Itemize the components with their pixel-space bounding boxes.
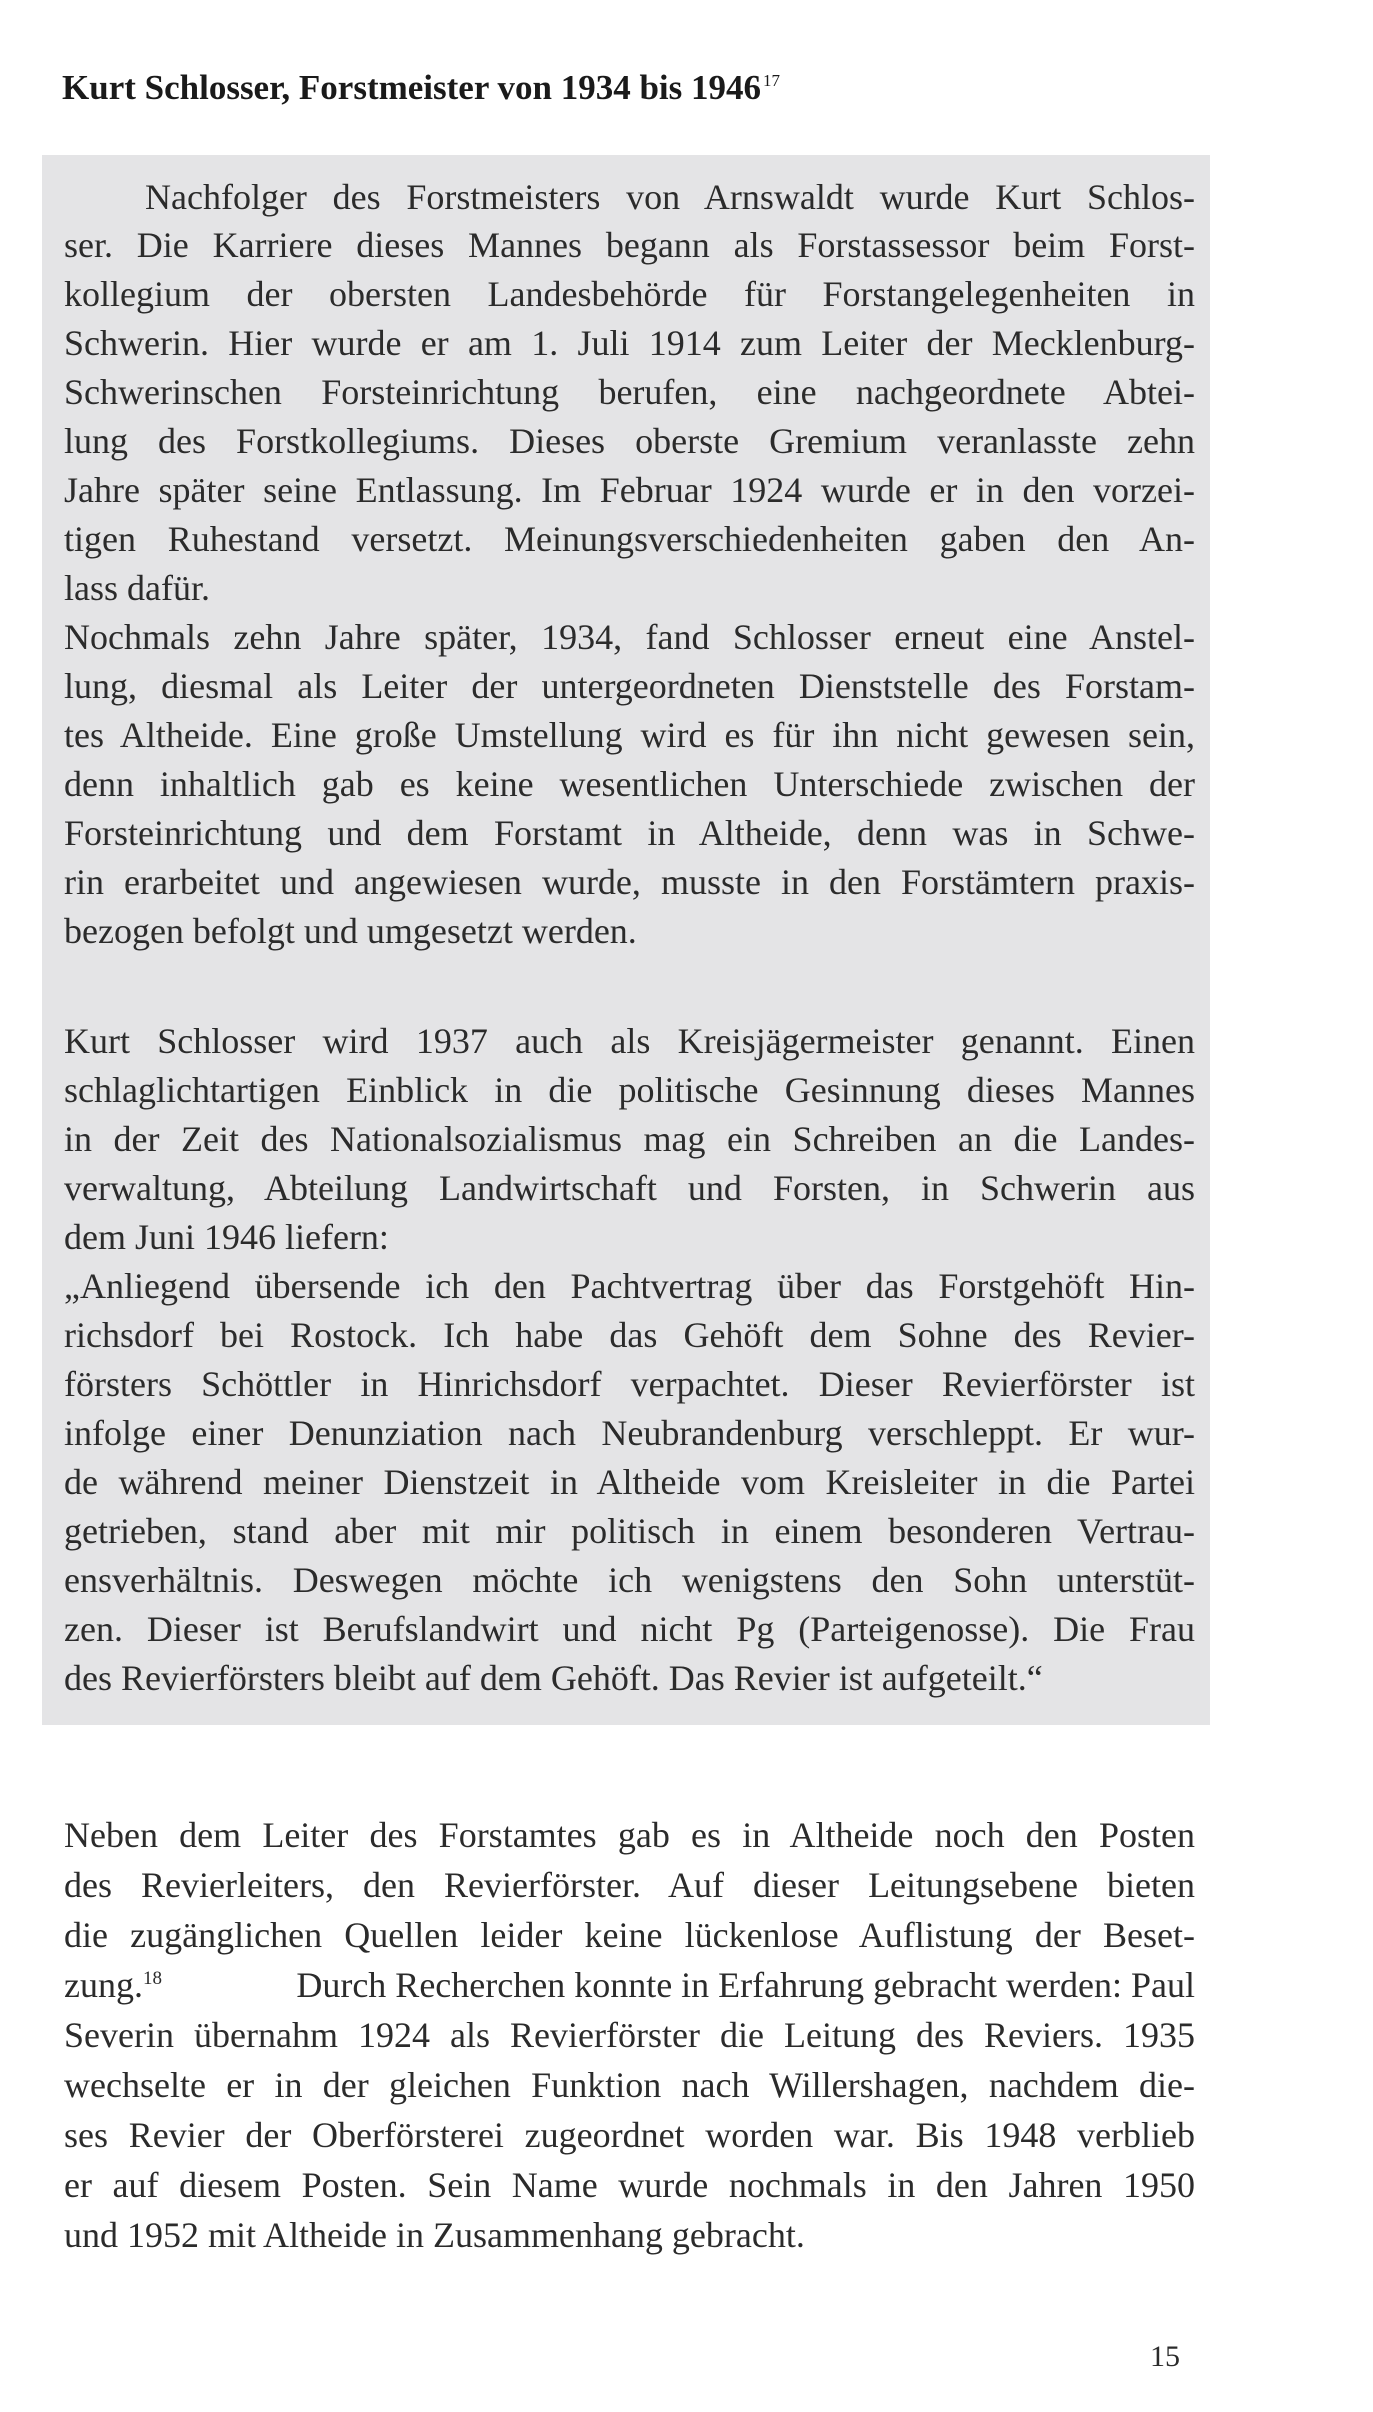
text-line: de während meiner Dienstzeit in Altheide vom Kreisleiter in die Partei (64, 1462, 1195, 1502)
text-line: Schwerinschen Forsteinrichtung berufen, eine nachgeordnete Abtei- (64, 372, 1195, 412)
section-heading (62, 68, 780, 108)
text-line: ses Revier der Oberförsterei zugeordnet worden war. Bis 1948 verblieb (64, 2115, 1195, 2155)
text-line: Nochmals zehn Jahre später, 1934, fand Schlosser erneut eine Anstel- (64, 617, 1195, 657)
text-line: die zugänglichen Quellen leider keine lückenlose Auflistung der Beset- (64, 1915, 1195, 1955)
footnote-ref-17: 17 (763, 71, 781, 91)
text-line: des Revierförsters bleibt auf dem Gehöft. Das Revier ist aufgeteilt.“ (64, 1658, 1043, 1698)
text-line: „Anliegend übersende ich den Pachtvertrag über das Forstgehöft Hin- (64, 1266, 1195, 1306)
text-line: Schwerin. Hier wurde er am 1. Juli 1914 zum Leiter der Mecklenburg- (64, 323, 1195, 363)
text-line: ser. Die Karriere dieses Mannes begann als Forstassessor beim Forst- (64, 225, 1195, 265)
text-line: Severin übernahm 1924 als Revierförster die Leitung des Reviers. 1935 (64, 2015, 1195, 2055)
text-line: försters Schöttler in Hinrichsdorf verpachtet. Dieser Revierförster ist (64, 1364, 1195, 1404)
text-line: bezogen befolgt und umgesetzt werden. (64, 911, 637, 951)
text-line: und 1952 mit Altheide in Zusammenhang gebracht. (64, 2215, 805, 2255)
text-line: Jahre später seine Entlassung. Im Februar 1924 wurde er in den vorzei- (64, 470, 1195, 510)
text-line: Forsteinrichtung und dem Forstamt in Altheide, denn was in Schwe- (64, 813, 1195, 853)
text-segment (64, 1960, 162, 2010)
text-line (64, 1960, 1195, 2010)
text-line: Kurt Schlosser wird 1937 auch als Kreisjägermeister genannt. Einen (64, 1021, 1195, 1061)
text-fragment: Durch Recherchen konnte in Erfahrung gebracht werden: Paul (296, 1965, 1195, 2005)
text-line: tes Altheide. Eine große Umstellung wird es für ihn nicht gewesen sein, (64, 715, 1195, 755)
text-line: schlaglichtartigen Einblick in die politische Gesinnung dieses Mannes (64, 1070, 1195, 1110)
text-line: Nachfolger des Forstmeisters von Arnswaldt wurde Kurt Schlos- (145, 177, 1195, 217)
text-line: kollegium der obersten Landesbehörde für Forstangelegenheiten in (64, 274, 1195, 314)
text-line: Neben dem Leiter des Forstamtes gab es in Altheide noch den Posten (64, 1815, 1195, 1855)
text-line: in der Zeit des Nationalsozialismus mag ein Schreiben an die Landes- (64, 1119, 1195, 1159)
text-line: richsdorf bei Rostock. Ich habe das Gehöft dem Sohne des Revier- (64, 1315, 1195, 1355)
heading-title: Kurt Schlosser, Forstmeister von 1934 bis 1946 (62, 68, 762, 107)
page-number: 15 (1150, 2340, 1180, 2373)
text-line: tigen Ruhestand versetzt. Meinungsverschiedenheiten gaben den An- (64, 519, 1195, 559)
text-line: lung, diesmal als Leiter der untergeordneten Dienststelle des Forstam- (64, 666, 1195, 706)
text-line: lung des Forstkollegiums. Dieses oberste Gremium veranlasste zehn (64, 421, 1195, 461)
text-line: denn inhaltlich gab es keine wesentlichen Unterschiede zwischen der (64, 764, 1195, 804)
text-line: er auf diesem Posten. Sein Name wurde nochmals in den Jahren 1950 (64, 2165, 1195, 2205)
text-fragment: zung. (64, 1965, 143, 2005)
text-line: wechselte er in der gleichen Funktion nach Willershagen, nachdem die- (64, 2065, 1195, 2105)
text-line: zen. Dieser ist Berufslandwirt und nicht Pg (Parteigenosse). Die Frau (64, 1609, 1195, 1649)
text-line: getrieben, stand aber mit mir politisch in einem besonderen Vertrau- (64, 1511, 1195, 1551)
text-line: ensverhältnis. Deswegen möchte ich wenigstens den Sohn unterstüt- (64, 1560, 1195, 1600)
text-line: verwaltung, Abteilung Landwirtschaft und Forsten, in Schwerin aus (64, 1168, 1195, 1208)
text-line: lass dafür. (64, 568, 210, 608)
text-line: des Revierleiters, den Revierförster. Auf dieser Leitungsebene bieten (64, 1865, 1195, 1905)
text-line: infolge einer Denunziation nach Neubrandenburg verschleppt. Er wur- (64, 1413, 1195, 1453)
text-line: dem Juni 1946 liefern: (64, 1217, 389, 1257)
footnote-ref-18: 18 (142, 1968, 162, 1989)
text-line: rin erarbeitet und angewiesen wurde, musste in den Forstämtern praxis- (64, 862, 1195, 902)
